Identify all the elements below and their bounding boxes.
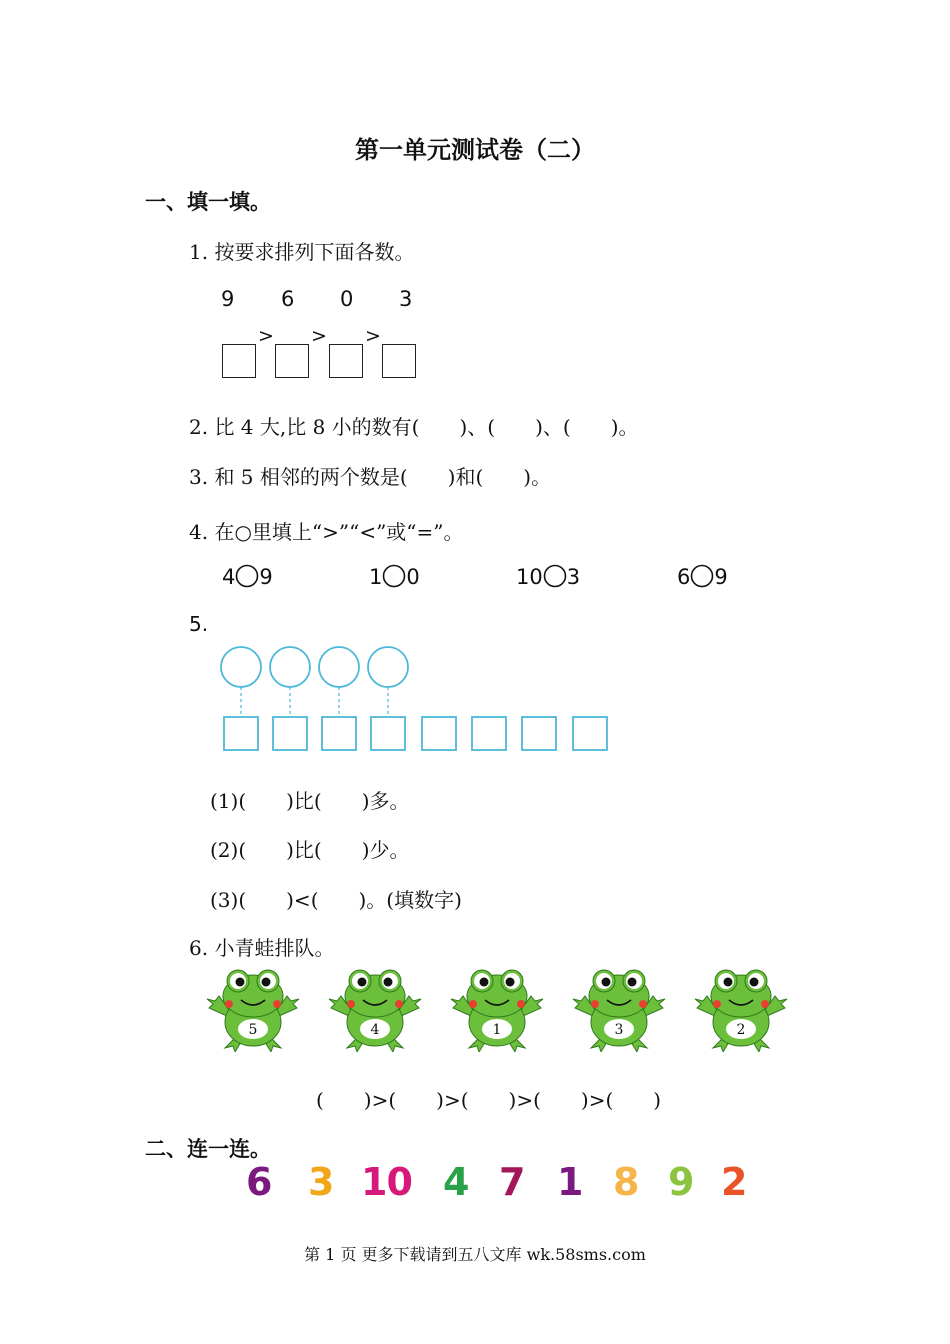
q1-number: 6 <box>281 287 295 311</box>
frog-icon <box>449 966 545 1052</box>
diagram-circle <box>319 647 359 687</box>
cmp-left: 4 <box>222 565 236 589</box>
cmp-right: 9 <box>259 565 273 589</box>
question-6: 6. 小青蛙排队。 <box>189 936 335 960</box>
diagram-circle <box>368 647 408 687</box>
connect-number[interactable]: 8 <box>613 1160 639 1204</box>
gt-sign: > <box>258 325 274 347</box>
comparison-item <box>222 564 273 589</box>
gt-sign: > <box>365 325 381 347</box>
frog-number: 2 <box>736 1022 746 1038</box>
diagram-square <box>573 717 607 750</box>
frog-icon <box>205 966 301 1052</box>
frog-icon <box>571 966 667 1052</box>
answer-box[interactable] <box>329 344 363 378</box>
frog-icon <box>327 966 423 1052</box>
q5-sub-2: (2)( )比( )少。 <box>210 838 410 862</box>
diagram-square <box>522 717 556 750</box>
section-1-heading: 一、填一填。 <box>145 189 271 214</box>
cmp-left: 1 <box>369 565 383 589</box>
comparison-item <box>677 564 728 589</box>
comparison-item <box>369 564 420 589</box>
question-4: 4. 在○里填上“>”“<”或“=”。 <box>189 520 464 544</box>
q1-number: 9 <box>221 287 235 311</box>
question-3: 3. 和 5 相邻的两个数是( )和( )。 <box>189 465 552 489</box>
question-1: 1. 按要求排列下面各数。 <box>189 240 415 264</box>
diagram-square <box>322 717 356 750</box>
circle-blank-icon[interactable] <box>543 564 567 588</box>
frog-number: 1 <box>492 1022 502 1038</box>
diagram-square <box>371 717 405 750</box>
connect-number[interactable]: 10 <box>361 1160 412 1204</box>
circle-blank-icon[interactable] <box>235 564 259 588</box>
question-5: 5. <box>189 612 209 636</box>
cmp-right: 0 <box>406 565 420 589</box>
q6-answer-line: ( )>( )>( )>( )>( ) <box>316 1088 662 1112</box>
gt-sign: > <box>311 325 327 347</box>
connect-number[interactable]: 9 <box>668 1160 694 1204</box>
q5-sub-1: (1)( )比( )多。 <box>210 789 410 813</box>
diagram-square <box>472 717 506 750</box>
circle-blank-icon[interactable] <box>690 564 714 588</box>
circle-blank-icon[interactable] <box>382 564 406 588</box>
section-2-heading: 二、连一连。 <box>145 1136 271 1161</box>
connect-number[interactable]: 6 <box>246 1160 272 1204</box>
connect-number[interactable]: 3 <box>308 1160 334 1204</box>
diagram-square <box>273 717 307 750</box>
cmp-right: 9 <box>714 565 728 589</box>
diagram-square <box>422 717 456 750</box>
cmp-left: 6 <box>677 565 691 589</box>
frog-number: 4 <box>370 1022 380 1038</box>
answer-box[interactable] <box>222 344 256 378</box>
connect-number[interactable]: 4 <box>443 1160 469 1204</box>
page-title: 第一单元测试卷（二） <box>355 135 595 164</box>
comparison-item <box>516 564 580 589</box>
q5-circles-squares-diagram <box>210 640 630 760</box>
frog-number: 5 <box>248 1022 258 1038</box>
q1-number: 0 <box>340 287 354 311</box>
diagram-circle <box>270 647 310 687</box>
connect-number[interactable]: 1 <box>557 1160 583 1204</box>
question-2: 2. 比 4 大,比 8 小的数有( )、( )、( )。 <box>189 415 639 439</box>
cmp-left: 10 <box>516 565 543 589</box>
diagram-circle <box>221 647 261 687</box>
page-footer: 第 1 页 更多下载请到五八文库 wk.58sms.com <box>304 1245 646 1264</box>
diagram-square <box>224 717 258 750</box>
connect-number[interactable]: 2 <box>721 1160 747 1204</box>
frog-icon <box>693 966 789 1052</box>
q1-number: 3 <box>399 287 413 311</box>
answer-box[interactable] <box>275 344 309 378</box>
cmp-right: 3 <box>566 565 581 589</box>
connect-number[interactable]: 7 <box>499 1160 525 1204</box>
q5-sub-3: (3)( )<( )。(填数字) <box>210 888 462 912</box>
frog-number: 3 <box>614 1022 624 1038</box>
answer-box[interactable] <box>382 344 416 378</box>
